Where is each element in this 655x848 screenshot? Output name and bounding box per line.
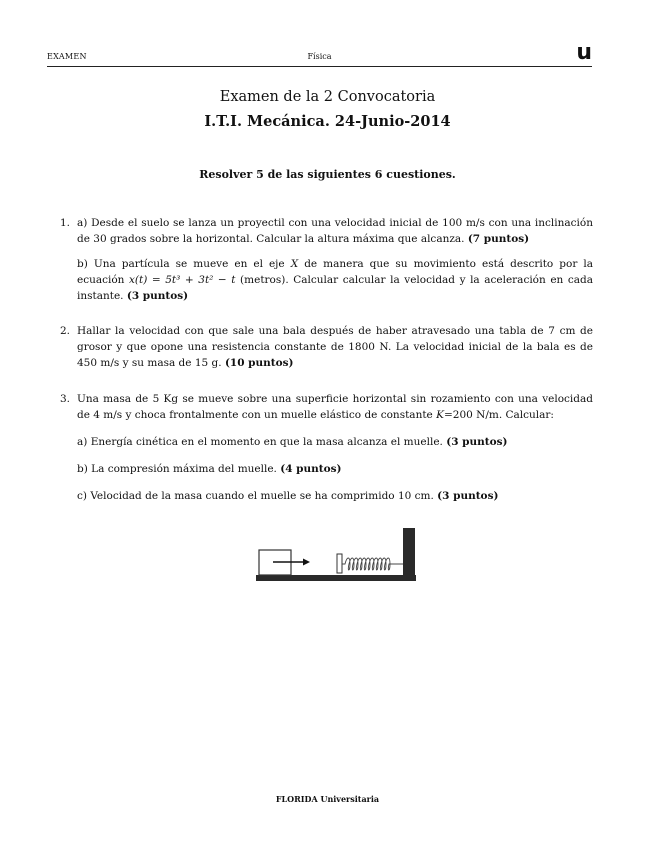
question-3a: a) Energía cinética en el momento en que la masa alcanza el muelle. (3 puntos) xyxy=(77,436,508,448)
equation: x(t) = 5t³ + 3t² − t xyxy=(129,274,236,286)
points: (10 puntos) xyxy=(224,357,294,369)
question-2: 2. Hallar la velocidad con que sale una bala después de haber atravesado una tabla de 7 cm de grosor y que opone una resistencia constante de 1800 N. La velocidad inicial de la bala es de 450 m/s y su masa de 15 g. (10 puntos) xyxy=(60,325,593,369)
question-number: 2. xyxy=(60,325,71,337)
points: (4 puntos) xyxy=(280,463,342,475)
exam-subtitle: I.T.I. Mecánica. 24-Junio-2014 xyxy=(204,113,451,130)
question-3 xyxy=(60,391,593,504)
points: (7 puntos) xyxy=(467,233,530,245)
spring-mass-diagram xyxy=(253,523,418,590)
question-1b: b) Una partícula se mueve en el eje X de manera que su movimiento está descrito por la ecuación x(t) = 5t³ + 3t² − t (metros). Calcular calcular la velocidad y la aceleración en cada instante. (3 puntos) xyxy=(77,258,593,302)
university-logo: u xyxy=(576,40,592,65)
points: (3 puntos) xyxy=(437,490,499,502)
question-number: 3. xyxy=(60,393,71,405)
spring-plate xyxy=(337,554,342,573)
spring-coil xyxy=(342,558,403,570)
question-1 xyxy=(60,215,593,304)
question-number: 1. xyxy=(60,217,71,229)
page-footer: FLORIDA Universitaria xyxy=(275,794,380,804)
question-3c: c) Velocidad de la masa cuando el muelle se ha comprimido 10 cm. (3 puntos) xyxy=(77,490,499,502)
arrow-head xyxy=(303,559,310,566)
instructions: Resolver 5 de las siguientes 6 cuestiones. xyxy=(199,168,456,181)
floor xyxy=(256,575,416,581)
points: (3 puntos) xyxy=(126,290,189,302)
header-exam-label: EXAMEN xyxy=(47,52,87,61)
wall xyxy=(403,528,415,581)
question-1a: a) Desde el suelo se lanza un proyectil con una velocidad inicial de 100 m/s con una inclinación de 30 grados sobre la horizontal. Calcular la altura máxima que alcanza. (7 puntos) xyxy=(77,217,593,245)
header-subject: Física xyxy=(307,52,332,61)
question-3-statement: Una masa de 5 Kg se mueve sobre una superficie horizontal sin rozamiento con una velocidad de 4 m/s y choca frontalmente con un muelle elástico de constante K=200 N/m. Calcular: xyxy=(77,393,593,421)
points: (3 puntos) xyxy=(446,436,508,448)
question-3b: b) La compresión máxima del muelle. (4 puntos) xyxy=(77,463,342,475)
exam-title: Examen de la 2 Convocatoria xyxy=(219,89,436,105)
page-header xyxy=(47,40,592,67)
